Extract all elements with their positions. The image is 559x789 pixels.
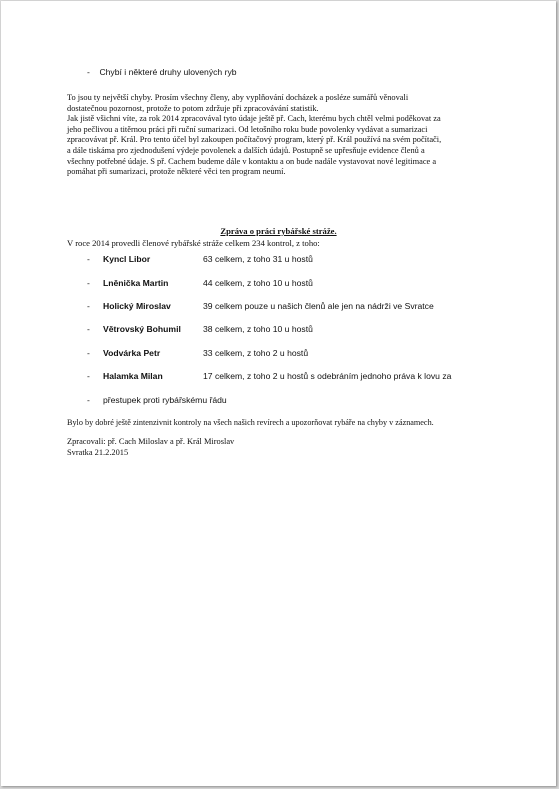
report-title: Zpráva o práci rybářské stráže. <box>220 226 337 236</box>
ranger-name: Vodvárka Petr <box>103 348 161 358</box>
ranger-name: Halamka Milan <box>103 371 163 381</box>
intro-paragraph <box>67 93 441 178</box>
ranger-name: Lněnička Martin <box>103 278 169 288</box>
paragraph-line: zpracovávat př. Král. Pro tento účel byl zakoupen počítačový program, který př. Král používá na svém počítači, <box>67 135 442 145</box>
bullet-text: Chybí i některé druhy ulovených ryb <box>99 67 237 77</box>
bullet-dash: - <box>87 67 90 77</box>
row-dash: - <box>87 254 90 264</box>
ranger-name: Holický Miroslav <box>103 301 171 311</box>
document-page <box>1 1 556 786</box>
top-bullet <box>87 67 237 77</box>
paragraph-line: dostatečnou pozornost, protože to potom zdržuje při zpracovávání statistik. <box>67 103 319 113</box>
ranger-checks: 17 celkem, z toho 2 u hostů s odebráním jednoho práva k lovu za <box>203 371 452 381</box>
paragraph-line: pomáhat při sumarizaci, protože některé věci ten program neumí. <box>67 167 286 177</box>
paragraph-line: všechny potřebné údaje. S př. Cachem budeme dále v kontaktu a on bude nadále vystavovat nové legitimace a <box>67 156 437 166</box>
row-dash: - <box>87 324 90 334</box>
document-footer <box>67 437 234 458</box>
row-dash: - <box>87 278 90 288</box>
ranger-checks: 38 celkem, z toho 10 u hostů <box>203 324 313 334</box>
ranger-checks: 33 celkem, z toho 2 u hostů <box>203 348 309 358</box>
closing-note: Bylo by dobré ještě zintenzivnit kontroly na všech našich revírech a upozorňovat rybáře na chyby v záznamech. <box>67 418 434 427</box>
row-dash: - <box>87 371 90 381</box>
row-dash: - <box>87 395 90 405</box>
paragraph-line: To jsou ty největší chyby. Prosím všechny členy, aby vyplňování docházek a posléze sumářů věnovali <box>67 93 409 102</box>
report-intro: V roce 2014 provedli členové rybářské stráže celkem 234 kontrol, z toho: <box>67 238 320 248</box>
ranger-checks: 39 celkem pouze u našich členů ale jen na nádrži ve Svratce <box>203 301 434 311</box>
offense-continuation: přestupek proti rybářskému řádu <box>103 395 227 405</box>
row-dash: - <box>87 348 90 358</box>
paragraph-line: a dále tiskáma pro zjednodušení výdeje povolenek a dalších údajů. Postupně se upřesňuje evidence členů a <box>67 145 425 155</box>
row-dash: - <box>87 301 90 311</box>
prepared-by: Zpracovali: př. Cach Miloslav a př. Král Miroslav <box>67 437 235 446</box>
paragraph-line: Jak jistě všichni víte, za rok 2014 zpracovával tyto údaje ještě př. Cach, kterému bych chtěl velmi poděkovat za <box>67 114 441 124</box>
ranger-name: Větrovský Bohumil <box>103 324 181 334</box>
place-date: Svratka 21.2.2015 <box>67 447 129 457</box>
paragraph-line: jeho pečlivou a titěrnou práci při ruční sumarizaci. Od letošního roku bude povolenky vydávat a sumarizaci <box>67 124 428 134</box>
ranger-checks: 63 celkem, z toho 31 u hostů <box>203 254 313 264</box>
ranger-checks: 44 celkem, z toho 10 u hostů <box>203 278 313 288</box>
ranger-name: Kyncl Libor <box>103 254 151 264</box>
